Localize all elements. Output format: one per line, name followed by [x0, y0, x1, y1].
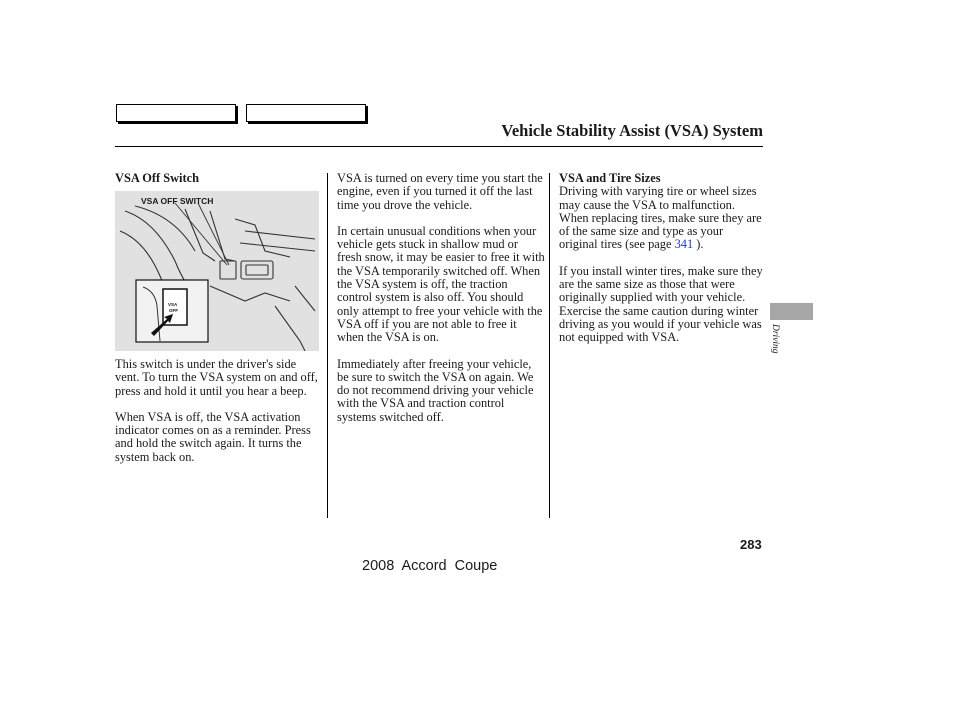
- vsa-switch-figure: [115, 191, 319, 351]
- figure-label: VSA OFF SWITCH: [141, 196, 214, 206]
- paragraph: [559, 185, 763, 251]
- paragraph: In certain unusual conditions when your vehicle gets stuck in shallow mud or fresh snow, it may be easier to free it with the VSA temporarily switched off. When the VSA system is off, the traction control system is also off. You should only attempt to free your vehicle with the VSA off if you are not able to free it when the VSA is on.: [337, 223, 545, 345]
- paragraph: If you install winter tires, make sure they are the same size as those that were originally supplied with your vehicle. Exercise the same caution during winter driving as you would if your vehicle was not equipped with VSA.: [559, 263, 763, 345]
- paragraph: When VSA is off, the VSA activation indicator comes on as a reminder. Press and hold the switch again. It turns the system back on.: [115, 409, 311, 464]
- column-divider-1: [327, 173, 328, 518]
- section-tab-label: [770, 324, 780, 382]
- page-title: Vehicle Stability Assist (VSA) System: [501, 121, 763, 140]
- nav-button-1[interactable]: [116, 104, 236, 122]
- header-rule: [115, 146, 763, 147]
- page-reference-link[interactable]: 341: [674, 237, 694, 252]
- paragraph: This switch is under the driver's side vent. To turn the VSA system on and off, press and hold it until you hear a beep.: [115, 357, 318, 398]
- paragraph: VSA is turned on every time you start the engine, even if you turned it off the last time you drove the vehicle.: [337, 171, 543, 212]
- column-divider-2: [549, 173, 550, 518]
- section-tab-label-text: Driving: [770, 324, 780, 354]
- section-tab[interactable]: [770, 303, 813, 320]
- nav-button-2[interactable]: [246, 104, 366, 122]
- page-number: 283: [740, 537, 762, 552]
- footer-model: 2008 Accord Coupe: [362, 558, 498, 574]
- middle-column: [337, 172, 545, 437]
- left-column: [115, 172, 321, 185]
- paragraph-text: Driving with varying tire or wheel sizes may cause the VSA to malfunction. When replacing tires, make sure they are of the same size and type as your original tires (see page: [559, 184, 762, 252]
- svg-text:VSA: VSA: [168, 302, 178, 307]
- paragraph-text: ).: [693, 237, 704, 252]
- section-heading-vsa-tire-sizes: VSA and Tire Sizes: [559, 171, 661, 185]
- svg-text:OFF: OFF: [169, 308, 178, 313]
- paragraph: Immediately after freeing your vehicle, be sure to switch the VSA on again. We do not recommend driving your vehicle with the VSA and traction control systems switched off.: [337, 356, 534, 424]
- section-heading-vsa-off-switch: VSA Off Switch: [115, 171, 199, 185]
- right-column: [559, 172, 763, 358]
- dashboard-illustration: [115, 191, 319, 351]
- left-column-text: [115, 358, 321, 477]
